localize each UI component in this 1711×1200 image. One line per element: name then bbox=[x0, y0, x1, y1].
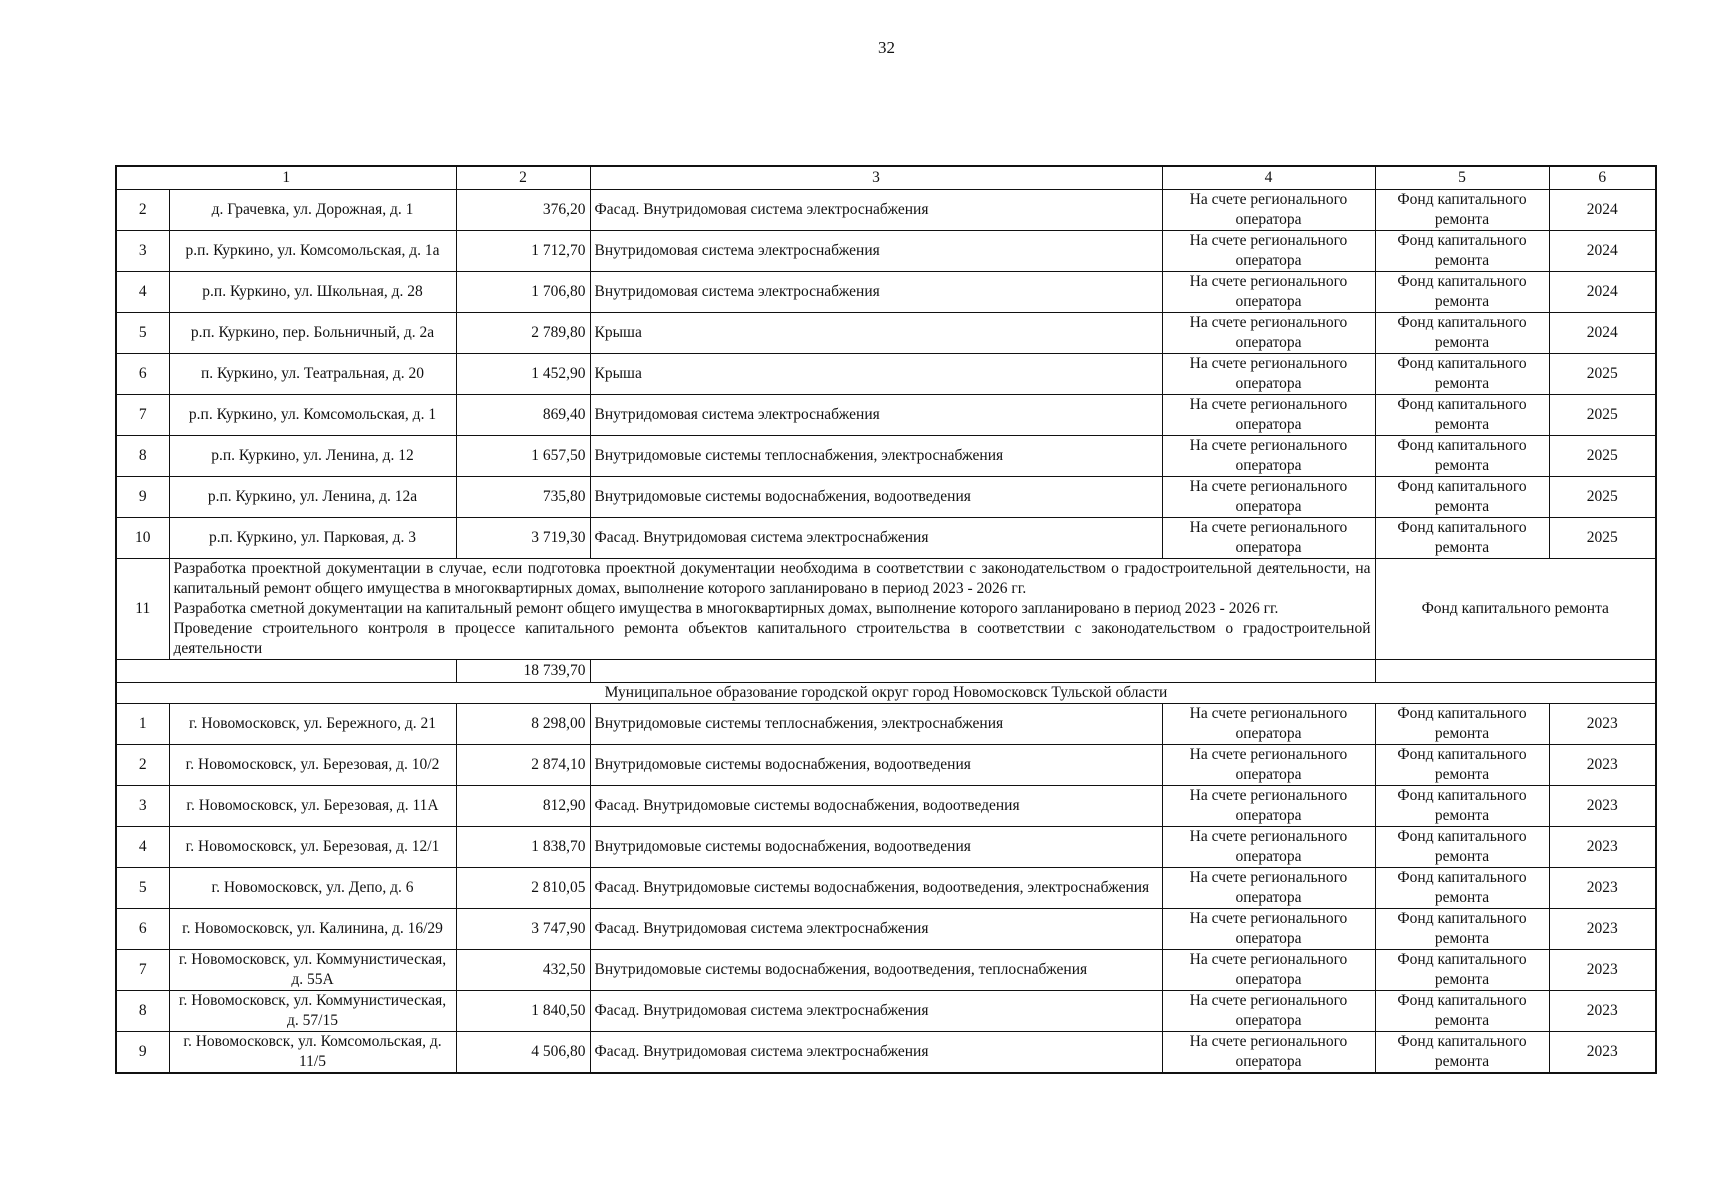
cost: 735,80 bbox=[456, 477, 590, 518]
header-cell: 1 bbox=[116, 166, 456, 190]
address: г. Новомосковск, ул. Депо, д. 6 bbox=[169, 868, 456, 909]
row-number: 7 bbox=[116, 950, 169, 991]
table-row bbox=[116, 868, 1656, 909]
row-number: 4 bbox=[116, 272, 169, 313]
year: 2025 bbox=[1549, 477, 1656, 518]
work-type: Фасад. Внутридомовые системы водоснабжения, водоотведения bbox=[590, 786, 1162, 827]
table-row bbox=[116, 827, 1656, 868]
total-label-cell bbox=[116, 660, 456, 683]
funding-source: Фонд капитального ремонта bbox=[1375, 991, 1549, 1032]
year: 2024 bbox=[1549, 190, 1656, 231]
funding-source: Фонд капитального ремонта bbox=[1375, 436, 1549, 477]
fund-method: На счете регионального оператора bbox=[1162, 395, 1375, 436]
fund-method: На счете регионального оператора bbox=[1162, 272, 1375, 313]
table-row bbox=[116, 231, 1656, 272]
cost: 1 840,50 bbox=[456, 991, 590, 1032]
cost: 432,50 bbox=[456, 950, 590, 991]
fund-method: На счете регионального оператора bbox=[1162, 909, 1375, 950]
header-cell: 6 bbox=[1549, 166, 1656, 190]
work-type: Внутридомовые системы водоснабжения, водоотведения bbox=[590, 745, 1162, 786]
cost: 1 838,70 bbox=[456, 827, 590, 868]
work-type: Фасад. Внутридомовая система электроснабжения bbox=[590, 909, 1162, 950]
row-number: 8 bbox=[116, 991, 169, 1032]
fund-method: На счете регионального оператора bbox=[1162, 231, 1375, 272]
year: 2024 bbox=[1549, 231, 1656, 272]
year: 2023 bbox=[1549, 786, 1656, 827]
funding-source: Фонд капитального ремонта bbox=[1375, 313, 1549, 354]
funding-source: Фонд капитального ремонта bbox=[1375, 745, 1549, 786]
table-row bbox=[116, 745, 1656, 786]
work-type: Крыша bbox=[590, 354, 1162, 395]
address: п. Куркино, ул. Театральная, д. 20 bbox=[169, 354, 456, 395]
fund-method: На счете регионального оператора bbox=[1162, 786, 1375, 827]
row-number: 6 bbox=[116, 909, 169, 950]
cost: 1 657,50 bbox=[456, 436, 590, 477]
work-type: Внутридомовые системы теплоснабжения, электроснабжения bbox=[590, 436, 1162, 477]
fund-method: На счете регионального оператора bbox=[1162, 991, 1375, 1032]
funding-source: Фонд капитального ремонта bbox=[1375, 559, 1656, 660]
work-type: Внутридомовая система электроснабжения bbox=[590, 272, 1162, 313]
address: р.п. Куркино, ул. Школьная, д. 28 bbox=[169, 272, 456, 313]
address: р.п. Куркино, ул. Ленина, д. 12а bbox=[169, 477, 456, 518]
year: 2023 bbox=[1549, 991, 1656, 1032]
row-number: 5 bbox=[116, 313, 169, 354]
row-11-description bbox=[169, 559, 1375, 660]
empty-cell bbox=[590, 660, 1375, 683]
section-header-row bbox=[116, 683, 1656, 704]
table-row bbox=[116, 991, 1656, 1032]
work-type: Фасад. Внутридомовая система электроснабжения bbox=[590, 518, 1162, 559]
table-row bbox=[116, 436, 1656, 477]
fund-method: На счете регионального оператора bbox=[1162, 827, 1375, 868]
table-row bbox=[116, 909, 1656, 950]
row-11-paragraph: Разработка сметной документации на капитальный ремонт общего имущества в многоквартирных домах, выполнение которого запланировано в период 2023 - 2026 гг. bbox=[173, 600, 1279, 617]
row-number: 5 bbox=[116, 868, 169, 909]
row-number: 3 bbox=[116, 786, 169, 827]
address: г. Новомосковск, ул. Комсомольская, д. 11/5 bbox=[169, 1032, 456, 1074]
address: г. Новомосковск, ул. Коммунистическая, д. 57/15 bbox=[169, 991, 456, 1032]
table-row bbox=[116, 786, 1656, 827]
year: 2023 bbox=[1549, 1032, 1656, 1074]
year: 2023 bbox=[1549, 745, 1656, 786]
funding-source: Фонд капитального ремонта bbox=[1375, 786, 1549, 827]
table-row bbox=[116, 190, 1656, 231]
cost: 4 506,80 bbox=[456, 1032, 590, 1074]
cost: 8 298,00 bbox=[456, 704, 590, 745]
total-row bbox=[116, 660, 1656, 683]
work-type: Внутридомовые системы водоснабжения, водоотведения bbox=[590, 827, 1162, 868]
funding-source: Фонд капитального ремонта bbox=[1375, 518, 1549, 559]
page-number: 32 bbox=[878, 38, 895, 57]
funding-source: Фонд капитального ремонта bbox=[1375, 909, 1549, 950]
cost: 1 712,70 bbox=[456, 231, 590, 272]
year: 2023 bbox=[1549, 704, 1656, 745]
table-row bbox=[116, 395, 1656, 436]
funding-source: Фонд капитального ремонта bbox=[1375, 477, 1549, 518]
table-row bbox=[116, 704, 1656, 745]
cost: 2 874,10 bbox=[456, 745, 590, 786]
section-title: Муниципальное образование городской округ город Новомосковск Тульской области bbox=[116, 683, 1656, 704]
work-type: Фасад. Внутридомовые системы водоснабжения, водоотведения, электроснабжения bbox=[590, 868, 1162, 909]
year: 2025 bbox=[1549, 354, 1656, 395]
address: г. Новомосковск, ул. Березовая, д. 12/1 bbox=[169, 827, 456, 868]
address: г. Новомосковск, ул. Березовая, д. 10/2 bbox=[169, 745, 456, 786]
fund-method: На счете регионального оператора bbox=[1162, 704, 1375, 745]
work-type: Фасад. Внутридомовая система электроснабжения bbox=[590, 1032, 1162, 1074]
table-row bbox=[116, 272, 1656, 313]
address: д. Грачевка, ул. Дорожная, д. 1 bbox=[169, 190, 456, 231]
cost: 2 810,05 bbox=[456, 868, 590, 909]
row-number: 9 bbox=[116, 1032, 169, 1074]
address: г. Новомосковск, ул. Бережного, д. 21 bbox=[169, 704, 456, 745]
table-row bbox=[116, 477, 1656, 518]
funding-source: Фонд капитального ремонта bbox=[1375, 704, 1549, 745]
fund-method: На счете регионального оператора bbox=[1162, 436, 1375, 477]
table-row bbox=[116, 313, 1656, 354]
address: г. Новомосковск, ул. Березовая, д. 11А bbox=[169, 786, 456, 827]
row-11-paragraph: Разработка проектной документации в случае, если подготовка проектной документации необходима в соответствии с законодательством о градостроительной деятельности, на капитальный ремонт общего имущества в многоквартирных домах, выполнение которого запланировано в период 2023 - 2026 гг. bbox=[173, 560, 1371, 597]
funding-source: Фонд капитального ремонта bbox=[1375, 395, 1549, 436]
fund-method: На счете регионального оператора bbox=[1162, 518, 1375, 559]
year: 2025 bbox=[1549, 518, 1656, 559]
work-type: Внутридомовые системы теплоснабжения, электроснабжения bbox=[590, 704, 1162, 745]
work-type: Крыша bbox=[590, 313, 1162, 354]
work-type: Внутридомовая система электроснабжения bbox=[590, 231, 1162, 272]
row-number: 3 bbox=[116, 231, 169, 272]
empty-cell bbox=[1375, 660, 1656, 683]
funding-source: Фонд капитального ремонта bbox=[1375, 1032, 1549, 1074]
table-row bbox=[116, 518, 1656, 559]
year: 2024 bbox=[1549, 272, 1656, 313]
header-cell: 4 bbox=[1162, 166, 1375, 190]
year: 2025 bbox=[1549, 436, 1656, 477]
fund-method: На счете регионального оператора bbox=[1162, 354, 1375, 395]
address: г. Новомосковск, ул. Коммунистическая, д. 55А bbox=[169, 950, 456, 991]
work-type: Фасад. Внутридомовая система электроснабжения bbox=[590, 190, 1162, 231]
row-number: 7 bbox=[116, 395, 169, 436]
fund-method: На счете регионального оператора bbox=[1162, 868, 1375, 909]
address: г. Новомосковск, ул. Калинина, д. 16/29 bbox=[169, 909, 456, 950]
work-type: Фасад. Внутридомовая система электроснабжения bbox=[590, 991, 1162, 1032]
year: 2023 bbox=[1549, 950, 1656, 991]
table-row-11 bbox=[116, 559, 1656, 660]
column-number-header bbox=[116, 166, 1656, 190]
work-type: Внутридомовые системы водоснабжения, водоотведения bbox=[590, 477, 1162, 518]
fund-method: На счете регионального оператора bbox=[1162, 477, 1375, 518]
address: р.п. Куркино, пер. Больничный, д. 2а bbox=[169, 313, 456, 354]
fund-method: На счете регионального оператора bbox=[1162, 950, 1375, 991]
fund-method: На счете регионального оператора bbox=[1162, 1032, 1375, 1074]
funding-source: Фонд капитального ремонта bbox=[1375, 231, 1549, 272]
row-number: 6 bbox=[116, 354, 169, 395]
row-number: 10 bbox=[116, 518, 169, 559]
funding-source: Фонд капитального ремонта bbox=[1375, 950, 1549, 991]
table-row bbox=[116, 1032, 1656, 1074]
row-number: 1 bbox=[116, 704, 169, 745]
funding-source: Фонд капитального ремонта bbox=[1375, 190, 1549, 231]
funding-source: Фонд капитального ремонта bbox=[1375, 827, 1549, 868]
funding-source: Фонд капитального ремонта bbox=[1375, 272, 1549, 313]
cost: 376,20 bbox=[456, 190, 590, 231]
cost: 2 789,80 bbox=[456, 313, 590, 354]
capital-repair-table bbox=[115, 165, 1657, 1074]
funding-source: Фонд капитального ремонта bbox=[1375, 354, 1549, 395]
table-row bbox=[116, 950, 1656, 991]
total-cost: 18 739,70 bbox=[456, 660, 590, 683]
address: р.п. Куркино, ул. Парковая, д. 3 bbox=[169, 518, 456, 559]
row-number: 8 bbox=[116, 436, 169, 477]
table-row bbox=[116, 354, 1656, 395]
cost: 1 452,90 bbox=[456, 354, 590, 395]
cost: 869,40 bbox=[456, 395, 590, 436]
year: 2025 bbox=[1549, 395, 1656, 436]
cost: 3 719,30 bbox=[456, 518, 590, 559]
address: р.п. Куркино, ул. Ленина, д. 12 bbox=[169, 436, 456, 477]
row-number: 11 bbox=[116, 559, 169, 660]
fund-method: На счете регионального оператора bbox=[1162, 190, 1375, 231]
year: 2023 bbox=[1549, 868, 1656, 909]
header-cell: 5 bbox=[1375, 166, 1549, 190]
cost: 1 706,80 bbox=[456, 272, 590, 313]
work-type: Внутридомовые системы водоснабжения, водоотведения, теплоснабжения bbox=[590, 950, 1162, 991]
funding-source: Фонд капитального ремонта bbox=[1375, 868, 1549, 909]
row-number: 2 bbox=[116, 190, 169, 231]
row-11-paragraph: Проведение строительного контроля в процессе капитального ремонта объектов капитального строительства в соответствии с законодательством о градостроительной деятельности bbox=[173, 620, 1371, 657]
cost: 3 747,90 bbox=[456, 909, 590, 950]
row-number: 2 bbox=[116, 745, 169, 786]
row-number: 4 bbox=[116, 827, 169, 868]
fund-method: На счете регионального оператора bbox=[1162, 745, 1375, 786]
address: р.п. Куркино, ул. Комсомольская, д. 1а bbox=[169, 231, 456, 272]
year: 2023 bbox=[1549, 909, 1656, 950]
header-cell: 2 bbox=[456, 166, 590, 190]
year: 2023 bbox=[1549, 827, 1656, 868]
fund-method: На счете регионального оператора bbox=[1162, 313, 1375, 354]
header-cell: 3 bbox=[590, 166, 1162, 190]
address: р.п. Куркино, ул. Комсомольская, д. 1 bbox=[169, 395, 456, 436]
row-number: 9 bbox=[116, 477, 169, 518]
cost: 812,90 bbox=[456, 786, 590, 827]
work-type: Внутридомовая система электроснабжения bbox=[590, 395, 1162, 436]
year: 2024 bbox=[1549, 313, 1656, 354]
